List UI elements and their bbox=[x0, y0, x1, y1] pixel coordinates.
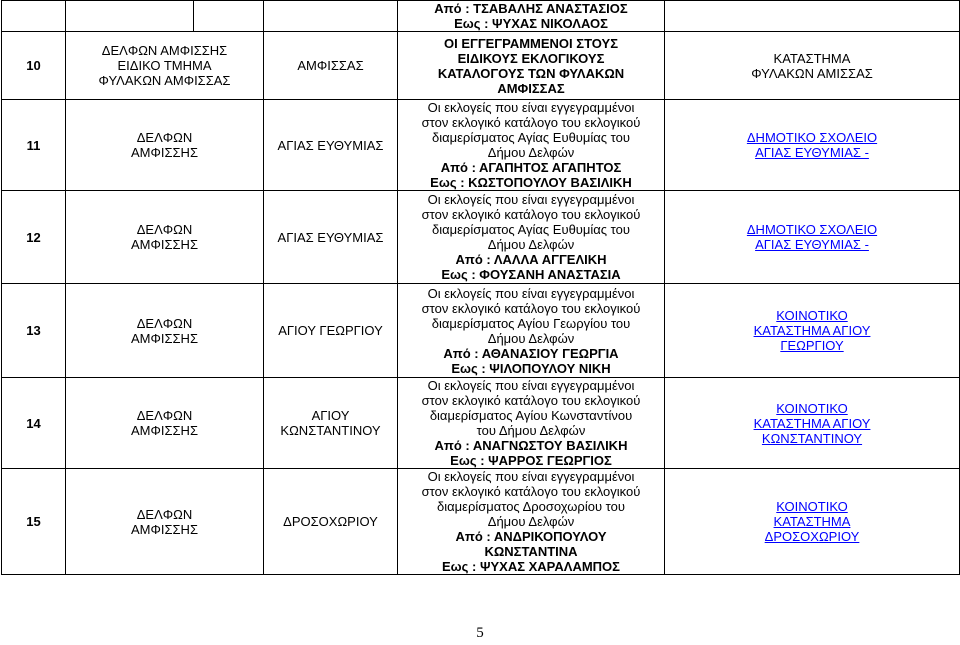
table-row bbox=[2, 191, 960, 284]
to-name: Εως : ΨΑΡΡΟΣ ΓΕΩΡΓΙΟΣ bbox=[450, 453, 612, 468]
municipality-cell-line: ΔΕΛΦΩΝ bbox=[136, 315, 193, 331]
from-name: Από : ΛΑΛΛΑ ΑΓΓΕΛΙΚΗ bbox=[455, 252, 607, 267]
description-line: διαμερίσματος Αγίου Γεωργίου του bbox=[431, 315, 631, 331]
description-line: Οι εκλογείς που είναι εγγεγραμμένοι bbox=[427, 469, 635, 484]
district-cell-line: ΚΩΝΣΤΑΝΤΙΝΟΥ bbox=[280, 423, 381, 438]
municipality-cell bbox=[66, 284, 264, 378]
voters-description-cell bbox=[398, 284, 665, 378]
table-row bbox=[2, 100, 960, 191]
polling-location-cell-line: ΚΟΙΝΟΤΙΚΟ bbox=[776, 308, 848, 323]
municipality-cell-line: ΦΥΛΑΚΩΝ ΑΜΦΙΣΣΑΣ bbox=[98, 73, 231, 88]
description-line: ΟΙ ΕΓΓΕΓΡΑΜΜΕΝΟΙ ΣΤΟΥΣ bbox=[444, 35, 618, 51]
description-line: Δήμου Δελφών bbox=[487, 514, 575, 529]
empty-cell bbox=[2, 1, 66, 32]
voters-description-cell bbox=[398, 191, 665, 284]
from-name: Από : ΤΣΑΒΑΛΗΣ ΑΝΑΣΤΑΣΙΟΣ bbox=[434, 1, 628, 16]
district-cell-line: ΑΓΙΟΥ ΓΕΩΡΓΙΟΥ bbox=[278, 323, 383, 338]
table-row bbox=[2, 378, 960, 469]
polling-location-cell bbox=[665, 32, 960, 100]
district-cell bbox=[264, 469, 398, 575]
voters-description-cell bbox=[398, 100, 665, 191]
district-cell bbox=[264, 378, 398, 469]
district-cell bbox=[264, 284, 398, 378]
polling-location-cell-line: ΔΗΜΟΤΙΚΟ ΣΧΟΛΕΙΟ bbox=[746, 130, 878, 145]
municipality-cell-line: ΑΜΦΙΣΣΗΣ bbox=[131, 237, 198, 252]
row-number: 14 bbox=[2, 378, 66, 469]
polling-location-cell-line: ΓΕΩΡΓΙΟΥ bbox=[780, 338, 844, 353]
municipality-cell-line: ΔΕΛΦΩΝ bbox=[136, 222, 193, 237]
voters-description-cell bbox=[398, 378, 665, 469]
district-cell-line: ΑΓΙΑΣ ΕΥΘΥΜΙΑΣ bbox=[277, 137, 384, 153]
from-name: Από : ΑΓΑΠΗΤΟΣ ΑΓΑΠΗΤΟΣ bbox=[440, 160, 622, 175]
polling-location-cell[interactable] bbox=[665, 378, 960, 469]
description-line: Οι εκλογείς που είναι εγγεγραμμένοι bbox=[427, 285, 635, 301]
to-name: Εως : ΨΥΧΑΣ ΧΑΡΑΛΑΜΠΟΣ bbox=[442, 559, 620, 574]
municipality-cell-line: ΑΜΦΙΣΣΗΣ bbox=[131, 521, 198, 537]
row-number: 10 bbox=[2, 32, 66, 100]
empty-cell bbox=[665, 1, 960, 32]
name-range-cell bbox=[398, 1, 665, 32]
empty-cell bbox=[264, 1, 398, 32]
polling-location-cell[interactable] bbox=[665, 191, 960, 284]
description-line: Δήμου Δελφών bbox=[487, 145, 575, 160]
page-number: 5 bbox=[476, 625, 484, 641]
polling-location-cell-line: ΑΓΙΑΣ ΕΥΘΥΜΙΑΣ - bbox=[755, 145, 869, 160]
row-number: 13 bbox=[2, 284, 66, 378]
polling-location-cell-line: ΚΑΤΑΣΤΗΜΑ bbox=[773, 514, 851, 529]
to-name: Εως : ΚΩΣΤΟΠΟΥΛΟΥ ΒΑΣΙΛΙΚΗ bbox=[430, 175, 632, 190]
municipality-cell-line: ΔΕΛΦΩΝ bbox=[136, 130, 193, 145]
municipality-cell-line: ΑΜΦΙΣΣΗΣ bbox=[131, 423, 198, 438]
row-number: 15 bbox=[2, 469, 66, 575]
municipality-cell bbox=[66, 100, 264, 191]
municipality-cell bbox=[66, 191, 264, 284]
table-row bbox=[2, 284, 960, 378]
description-line: στον εκλογικό κατάλογο του εκλογικού bbox=[421, 115, 641, 130]
polling-location-cell-line: ΚΑΤΑΣΤΗΜΑ ΑΓΙΟΥ bbox=[753, 323, 871, 338]
municipality-cell-line: ΔΕΛΦΩΝ bbox=[136, 408, 193, 423]
from-name: Από : ΑΝΑΓΝΩΣΤΟΥ ΒΑΣΙΛΙΚΗ bbox=[434, 438, 628, 453]
polling-location-cell[interactable] bbox=[665, 469, 960, 575]
municipality-cell bbox=[66, 32, 264, 100]
polling-location-cell-line: ΚΑΤΑΣΤΗΜΑ bbox=[773, 50, 851, 66]
description-line: στον εκλογικό κατάλογο του εκλογικού bbox=[421, 300, 641, 316]
description-line: Δήμου Δελφών bbox=[487, 237, 575, 252]
polling-location-cell-line: ΚΑΤΑΣΤΗΜΑ ΑΓΙΟΥ bbox=[753, 415, 871, 431]
municipality-cell bbox=[66, 469, 264, 575]
description-line: διαμερίσματος Αγίας Ευθυμίας του bbox=[432, 130, 630, 145]
description-line: στον εκλογικό κατάλογο του εκλογικού bbox=[421, 393, 641, 408]
from-name: Από : ΑΘΑΝΑΣΙΟΥ ΓΕΩΡΓΙΑ bbox=[443, 345, 619, 361]
empty-cell bbox=[194, 1, 264, 32]
description-line: του Δήμου Δελφών bbox=[476, 423, 586, 438]
row-number: 12 bbox=[2, 191, 66, 284]
to-name: Εως : ΨΥΧΑΣ ΝΙΚΟΛΑΟΣ bbox=[454, 16, 608, 31]
from-name: Από : ΑΝΔΡΙΚΟΠΟΥΛΟΥ bbox=[455, 529, 607, 544]
polling-location-cell-line: ΔΡΟΣΟΧΩΡΙΟΥ bbox=[764, 529, 860, 544]
table-row bbox=[2, 469, 960, 575]
polling-location-cell-line: ΔΗΜΟΤΙΚΟ ΣΧΟΛΕΙΟ bbox=[746, 222, 878, 237]
district-cell bbox=[264, 191, 398, 284]
description-line: διαμερίσματος Αγίου Κωνσταντίνου bbox=[429, 408, 633, 423]
municipality-cell bbox=[66, 378, 264, 469]
description-line: Δήμου Δελφών bbox=[487, 330, 575, 346]
description-line: Οι εκλογείς που είναι εγγεγραμμένοι bbox=[427, 100, 635, 115]
polling-location-cell-line: ΑΓΙΑΣ ΕΥΘΥΜΙΑΣ - bbox=[755, 237, 869, 252]
municipality-cell-line: ΕΙΔΙΚΟ ΤΜΗΜΑ bbox=[117, 58, 212, 73]
polling-location-cell[interactable] bbox=[665, 100, 960, 191]
voters-description-cell bbox=[398, 469, 665, 575]
polling-location-cell-line: ΚΟΙΝΟΤΙΚΟ bbox=[776, 499, 848, 514]
description-line: ΚΑΤΑΛΟΓΟΥΣ ΤΩΝ ΦΥΛΑΚΩΝ bbox=[437, 65, 625, 81]
municipality-cell-line: ΑΜΦΙΣΣΗΣ bbox=[131, 330, 198, 346]
description-line: στον εκλογικό κατάλογο του εκλογικού bbox=[421, 484, 641, 499]
table-row bbox=[2, 32, 960, 100]
district-cell bbox=[264, 100, 398, 191]
description-line: ΕΙΔΙΚΟΥΣ ΕΚΛΟΓΙΚΟΥΣ bbox=[457, 50, 605, 66]
header-continuation-row bbox=[2, 1, 960, 32]
district-cell-line: ΑΓΙΟΥ bbox=[311, 408, 350, 423]
to-name: Εως : ΦΟΥΣΑΝΗ ΑΝΑΣΤΑΣΙΑ bbox=[441, 267, 621, 282]
description-line: στον εκλογικό κατάλογο του εκλογικού bbox=[421, 207, 641, 222]
municipality-cell-line: ΔΕΛΦΩΝ ΑΜΦΙΣΣΗΣ bbox=[101, 43, 228, 58]
municipality-cell-line: ΔΕΛΦΩΝ bbox=[136, 506, 193, 522]
polling-location-cell-line: ΚΟΙΝΟΤΙΚΟ bbox=[776, 400, 848, 416]
district-cell-line: ΔΡΟΣΟΧΩΡΙΟΥ bbox=[283, 514, 378, 529]
row-number: 11 bbox=[2, 100, 66, 191]
municipality-cell-line: ΑΜΦΙΣΣΗΣ bbox=[131, 145, 198, 160]
district-cell-line: ΑΜΦΙΣΣΑΣ bbox=[297, 58, 364, 73]
description-line: Οι εκλογείς που είναι εγγεγραμμένοι bbox=[427, 378, 635, 393]
district-cell bbox=[264, 32, 398, 100]
description-line: διαμερίσματος Αγίας Ευθυμίας του bbox=[432, 222, 630, 237]
description-line: Οι εκλογείς που είναι εγγεγραμμένοι bbox=[427, 192, 635, 207]
empty-cell bbox=[66, 1, 194, 32]
from-name: ΚΩΝΣΤΑΝΤΙΝΑ bbox=[484, 544, 578, 559]
polling-location-cell[interactable] bbox=[665, 284, 960, 378]
polling-stations-table bbox=[1, 0, 960, 575]
description-line: ΑΜΦΙΣΣΑΣ bbox=[497, 80, 565, 96]
polling-location-cell-line: ΚΩΝΣΤΑΝΤΙΝΟΥ bbox=[761, 430, 863, 446]
voters-description-cell bbox=[398, 32, 665, 100]
polling-location-cell-line: ΦΥΛΑΚΩΝ ΑΜΙΣΣΑΣ bbox=[751, 65, 873, 81]
district-cell-line: ΑΓΙΑΣ ΕΥΘΥΜΙΑΣ bbox=[277, 229, 384, 245]
description-line: διαμερίσματος Δροσοχωρίου του bbox=[437, 499, 625, 514]
to-name: Εως : ΨΙΛΟΠΟΥΛΟΥ ΝΙΚΗ bbox=[451, 360, 611, 376]
